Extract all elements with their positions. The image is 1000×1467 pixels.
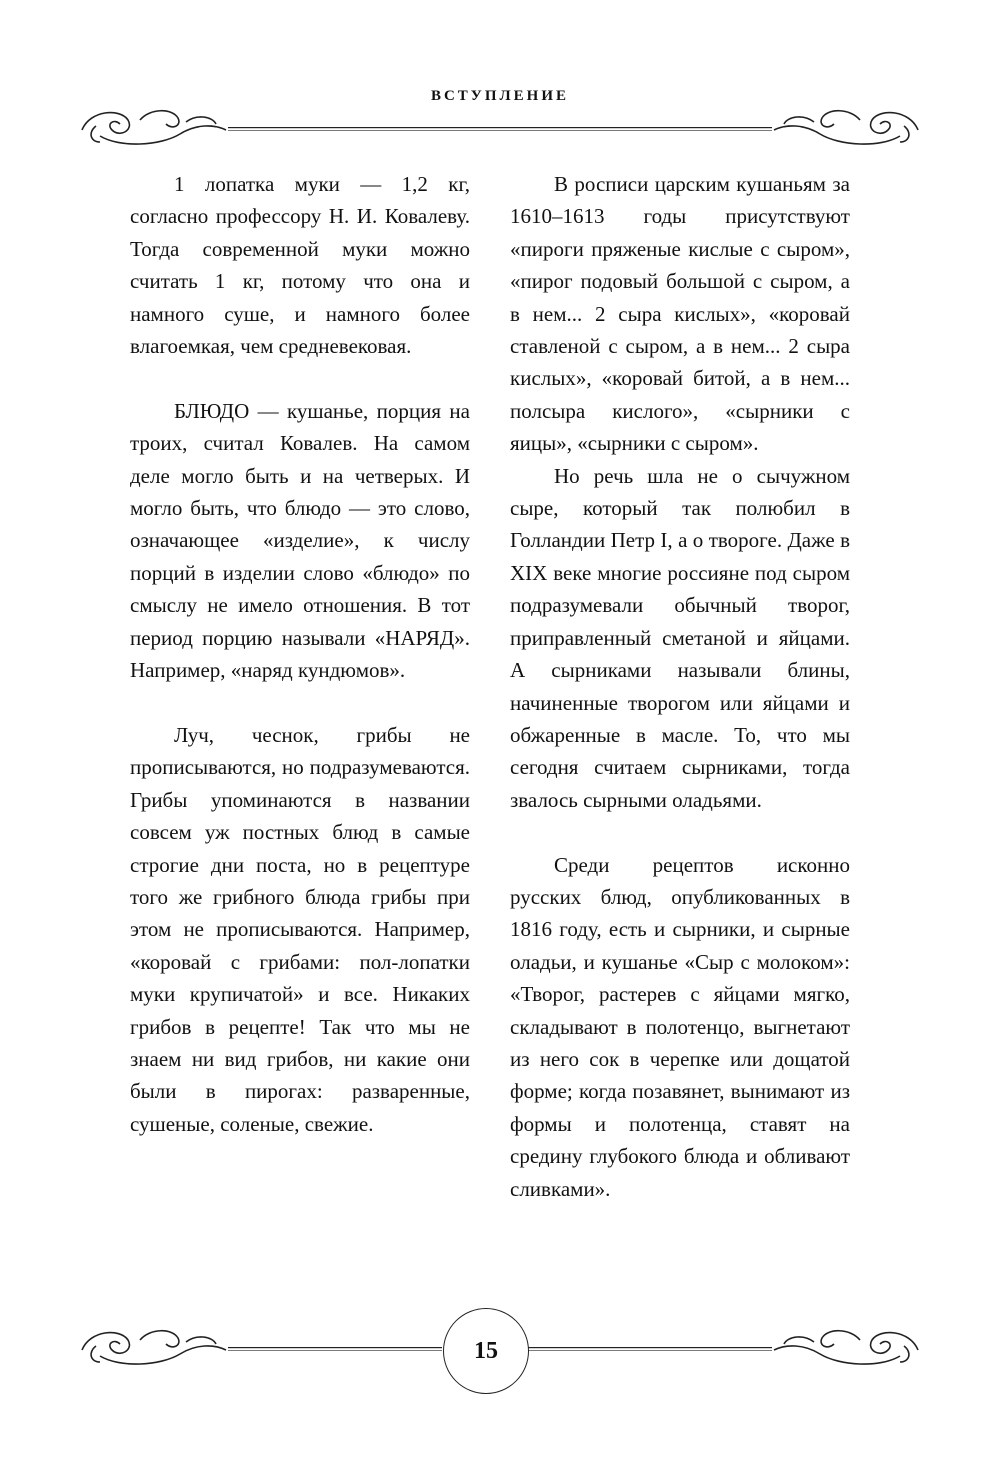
header-ornament xyxy=(0,98,1000,158)
paragraph: В росписи царским кушаньям за 1610–1613 годы присутствуют «пироги пряженые кислые с сыром», «пирог подовый большой с сыром, а в нем... 2 сыра кислых», «коровай ставленой с сыром, а в нем... 2 сыра кислых», «коровай битой, а в нем... полсыра кислого», «сырники с яицы», «сырники с сыром». xyxy=(510,172,850,456)
paragraph: 1 лопатка муки — 1,2 кг, согласно профессору Н. И. Ковалеву. Тогда современной муки можно считать 1 кг, потому что она и намного суше, и намного более влагоемкая, чем средневековая. xyxy=(130,172,470,359)
left-text-column xyxy=(130,168,470,1140)
right-text-column xyxy=(510,168,850,1205)
page-number: 15 xyxy=(443,1308,529,1394)
paragraph: Но речь шла не о сычужном сыре, который так полюбил в Голландии Петр I, а о твороге. Даже в XIX веке многие россияне под сыром подразумевали обычный творог, приправленный сметаной и яйцами. А сырниками называли блины, начиненные творогом или яйцами и обжаренные в масле. То, что мы сегодня считаем сырниками, тогда звалось сырными оладьями. xyxy=(510,463,850,812)
running-header-title: ВСТУПЛЕНИЕ xyxy=(430,88,570,104)
paragraph: БЛЮДО — кушанье, порция на троих, считал Ковалев. На самом деле могло быть и на четверых. И могло быть, что блюдо — это слово, означающее «изделие», к числу порций в изделии слово «блюдо» по смыслу не имело отношения. В тот период порцию называли «НАРЯД». Например, «наряд кундюмов». xyxy=(130,398,470,683)
paragraph: Луч, чеснок, грибы не прописываются, но подразумеваются. Грибы упоминаются в названии совсем уж постных блюд в самые строгие дни поста, но в рецептуре того же грибного блюда грибы при этом не прописываются. Например, «коровай с грибами: пол-лопатки муки крупичатой» и все. Никаких грибов в рецепте! Так что мы не знаем ни вид грибов, ни какие они были в пирогах: разваренные, сушеные, соленые, свежие. xyxy=(130,722,470,1136)
paragraph: Среди рецептов исконно русских блюд, опубликованных в 1816 году, есть и сырники, и сырные оладьи, и кушанье «Сыр с молоком»: «Творог, растерев с яйцами мягко, складывают в полотенцо, выгнетают из него сок в черепке или дощатой форме; когда позавянет, вынимают из формы и полотенца, ставят на средину глубокого блюда и обливают сливками». xyxy=(510,852,850,1201)
